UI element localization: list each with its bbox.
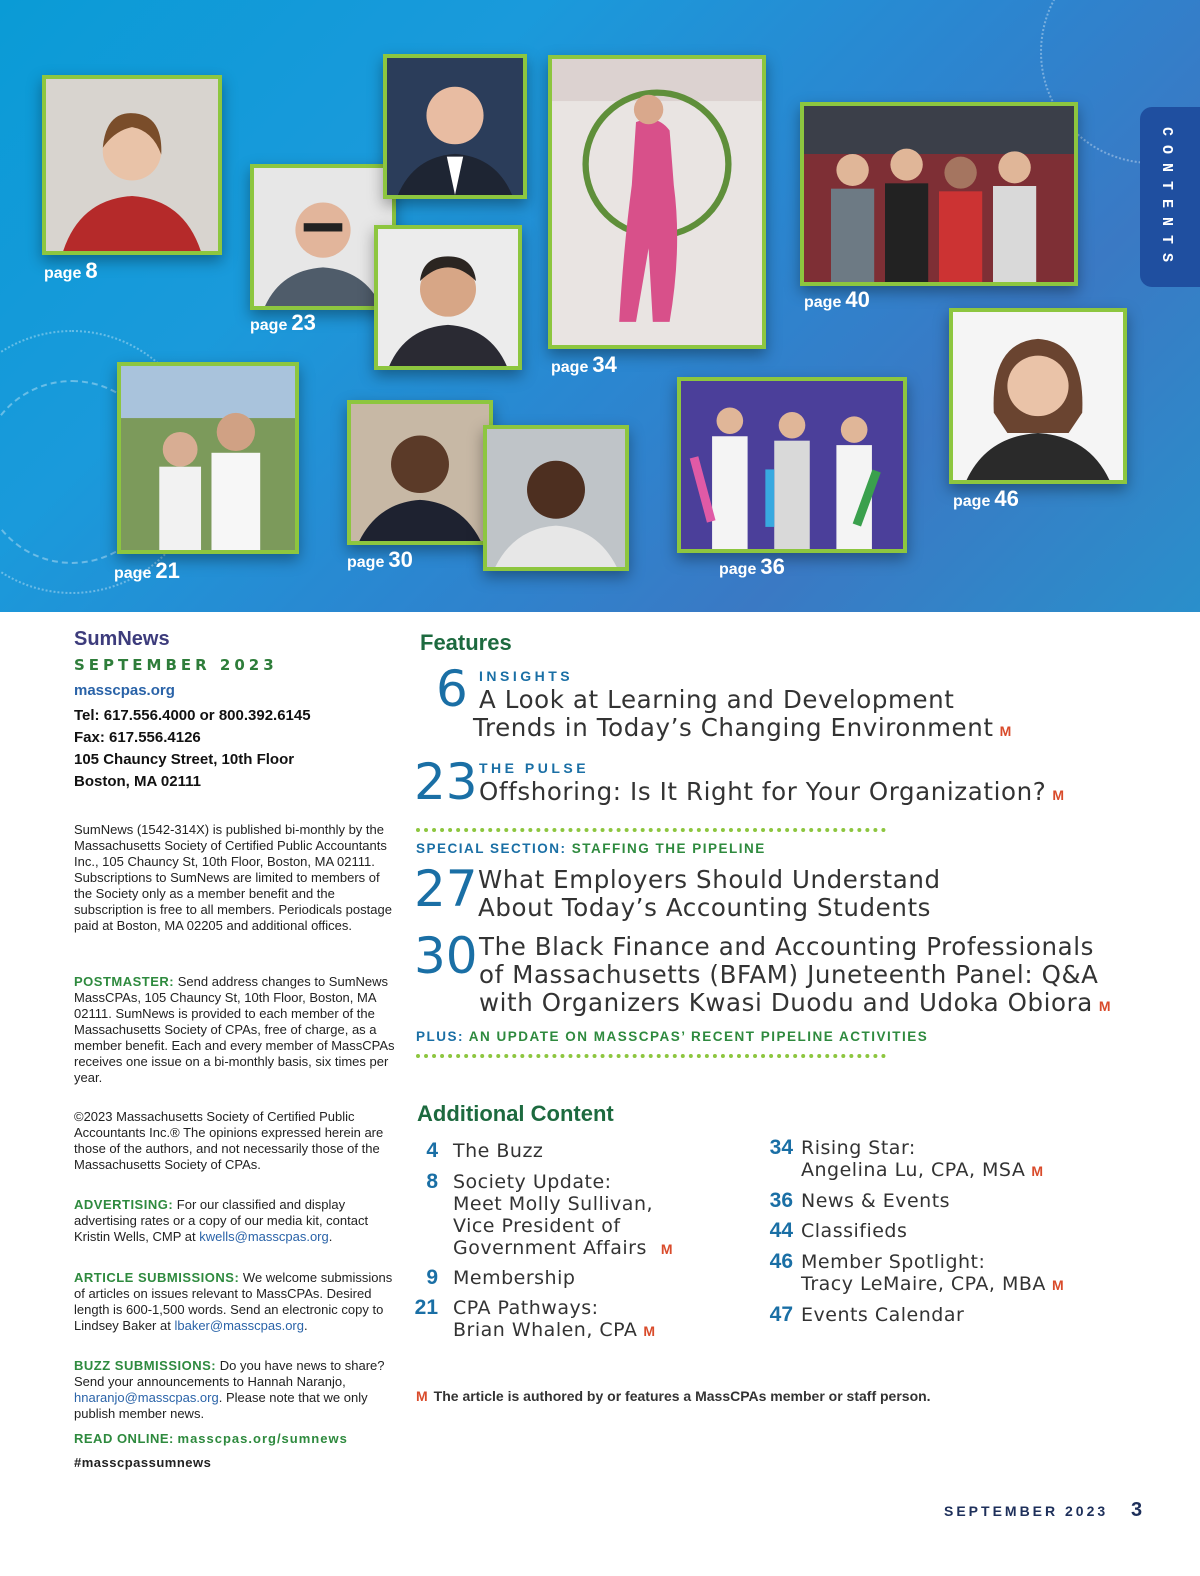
buzz-submissions-heading: BUZZ SUBMISSIONS:	[74, 1358, 217, 1373]
features-title: Features	[420, 630, 512, 655]
read-online-heading: READ ONLINE:	[74, 1431, 174, 1446]
address-line-1: 105 Chauncy Street, 10th Floor	[74, 751, 295, 768]
buzz-email-link[interactable]: hnaranjo@masscpas.org	[74, 1390, 219, 1405]
member-mark: M	[660, 1241, 674, 1257]
page-label-34: page 34	[551, 352, 617, 377]
feature-title-line-2[interactable]: Trends in Today’s Changing Environment M	[473, 713, 1012, 742]
postmaster-notice	[74, 974, 399, 1086]
publication-text: SumNews (1542-314X) is published bi-monthly by the Massachusetts Society of Certified Public Accountants Inc., 105 Chauncy St, 10th Floor, Boston, MA 02111. Subscriptions to SumNews are limited to members of the Society only as a member benefit and the subscription is free to all members. Periodicals postage paid at Boston, MA 02205 and additional offices.	[74, 822, 392, 933]
photo-page-30[interactable]	[347, 400, 493, 545]
content-page-number: 4	[426, 1139, 438, 1162]
portrait-image	[378, 229, 518, 366]
family-photo-image	[121, 366, 295, 550]
feature-tag: THE PULSE	[479, 760, 590, 776]
postmaster-heading: POSTMASTER:	[74, 974, 175, 989]
content-item[interactable]: The Buzz	[453, 1140, 544, 1162]
content-page-number: 44	[769, 1219, 793, 1242]
content-page-number: 9	[426, 1266, 438, 1289]
feature-title[interactable]: Offshoring: Is It Right for Your Organization? M	[479, 777, 1065, 806]
member-mark: M	[416, 1388, 428, 1404]
aerial-hoop-image	[552, 59, 762, 345]
dotted-divider	[416, 1054, 886, 1058]
photo-page-30-b[interactable]	[483, 425, 629, 571]
content-item[interactable]: Rising Star: Angelina Lu, CPA, MSA M	[801, 1137, 1044, 1181]
address-line-2: Boston, MA 02111	[74, 773, 201, 790]
content-page-number: 47	[769, 1303, 793, 1326]
footer-date: SEPTEMBER 2023	[944, 1503, 1109, 1519]
dotted-divider	[416, 828, 886, 832]
portrait-image	[487, 429, 625, 567]
article-submissions-text: We welcome submissions of articles on issues relevant to MassCPAs. Desired length is 600-1,500 words. Send an electronic copy to Lindsey Baker at	[74, 1270, 393, 1333]
additional-content-title: Additional Content	[417, 1101, 614, 1126]
member-mark: M	[999, 723, 1012, 739]
feature-title[interactable]: What Employers Should Understand About Today’s Accounting Students	[478, 865, 941, 922]
portrait-image	[351, 404, 489, 541]
read-online	[74, 1431, 399, 1447]
content-item[interactable]: CPA Pathways: Brian Whalen, CPA M	[453, 1297, 656, 1341]
page-label-40: page 40	[804, 287, 870, 312]
content-page-number: 8	[426, 1170, 438, 1193]
member-mark: M	[1031, 1163, 1044, 1179]
content-page-number: 46	[769, 1250, 793, 1273]
content-page-number: 36	[769, 1189, 793, 1212]
publication-date: SEPTEMBER 2023	[74, 656, 278, 674]
member-mark: M	[1051, 1277, 1065, 1293]
photo-page-8[interactable]	[42, 75, 222, 255]
advertising-notice: ADVERTISING: For our classified and display advertising rates or a copy of our media kit, contact Kristin Wells, CMP at kwells@masscpas.org.	[74, 1197, 369, 1244]
copyright-text: ©2023 Massachusetts Society of Certified Public Accountants Inc.® The opinions expressed herein are those of the authors, and not necessarily those of the Massachusetts Society of CPAs.	[74, 1109, 384, 1172]
photo-page-21[interactable]	[117, 362, 299, 554]
page-label-21: page 21	[114, 558, 180, 583]
buzz-submissions-notice	[74, 1358, 399, 1422]
content-item[interactable]: Events Calendar	[801, 1304, 965, 1326]
page-number: 3	[1131, 1499, 1143, 1521]
feature-title[interactable]: The Black Finance and Accounting Professionals of Massachusetts (BFAM) Juneteenth Panel: Q&A with Organizers Kwasi Duodu and Udoka Obiora M	[479, 932, 1112, 1017]
page-label-8: page 8	[44, 258, 98, 283]
photo-page-46[interactable]	[949, 308, 1127, 484]
advertising-heading: ADVERTISING:	[74, 1197, 174, 1212]
read-online-link[interactable]: masscpas.org/sumnews	[177, 1431, 348, 1446]
photo-page-23-c[interactable]	[374, 225, 522, 370]
copyright-notice	[74, 1109, 399, 1173]
portrait-image	[387, 58, 523, 195]
phone: Tel: 617.556.4000 or 800.392.6145	[74, 707, 311, 724]
advertising-text: For our classified and display advertising rates or a copy of our media kit, contact Kristin Wells, CMP at	[74, 1197, 369, 1244]
page-label-36: page 36	[719, 554, 785, 579]
content-page-number: 34	[769, 1136, 793, 1159]
group-photo-image	[804, 106, 1074, 282]
special-section-heading: SPECIAL SECTION: STAFFING THE PIPELINE	[416, 841, 766, 856]
article-submissions-heading: ARTICLE SUBMISSIONS:	[74, 1270, 240, 1285]
content-item[interactable]: Member Spotlight: Tracy LeMaire, CPA, MBA M	[801, 1251, 1065, 1295]
feature-page-number: 30	[414, 927, 478, 985]
article-submissions-notice: ARTICLE SUBMISSIONS: We welcome submissions of articles on issues relevant to MassCPAs. Desired length is 600-1,500 words. Send an electronic copy to Lindsey Baker at lbaker@masscpas.org.	[74, 1270, 393, 1333]
publication-name: SumNews	[74, 628, 170, 650]
member-mark: M	[1098, 998, 1112, 1014]
portrait-image	[46, 79, 218, 251]
content-item[interactable]: Classifieds	[801, 1220, 908, 1242]
page-label-30: page 30	[347, 547, 413, 572]
buzz-submissions-text: Do you have news to share? Send your announcements to Hannah Naranjo,	[74, 1358, 385, 1389]
fax: Fax: 617.556.4126	[74, 729, 201, 746]
member-legend	[416, 1388, 931, 1404]
publication-notice	[74, 822, 399, 934]
photo-page-34[interactable]	[548, 55, 766, 349]
portrait-image	[254, 168, 392, 306]
photo-page-23-b[interactable]	[383, 54, 527, 199]
feature-page-number: 6	[436, 660, 468, 718]
legend-text: The article is authored by or features a MassCPAs member or staff person.	[433, 1388, 931, 1404]
masthead	[74, 628, 399, 793]
portrait-image	[953, 312, 1123, 480]
content-item[interactable]: Society Update: Meet Molly Sullivan, Vice President of Government Affairs M	[453, 1171, 674, 1259]
postmaster-text: Send address changes to SumNews MassCPAs, 105 Chauncy St, 10th Floor, Boston, MA 02111. SumNews is provided to each member of the Massachusetts Society of CPAs, free of charge, as a member benefit. Each and every member of MassCPAs receives one issue on a bi-monthly basis, six times per year.	[74, 974, 395, 1085]
contents-tab[interactable]	[1140, 107, 1200, 287]
website-link[interactable]: masscpas.org	[74, 682, 175, 699]
hashtag	[74, 1455, 399, 1471]
photo-page-36[interactable]	[677, 377, 907, 553]
buzz-submissions-text-2: . Please note that we only publish member news.	[74, 1390, 368, 1421]
photo-page-40[interactable]	[800, 102, 1078, 286]
contact-info	[74, 705, 399, 793]
hashtag-text: #masscpassumnews	[74, 1455, 212, 1470]
page-label-23: page 23	[250, 310, 316, 335]
plus-heading: PLUS: AN UPDATE ON MASSCPAS’ RECENT PIPELINE ACTIVITIES	[416, 1029, 929, 1044]
content-page-number: 21	[414, 1296, 438, 1319]
content-item[interactable]: News & Events	[801, 1190, 951, 1212]
content-item[interactable]: Membership	[453, 1267, 576, 1289]
advertising-email-link[interactable]: kwells@masscpas.org	[199, 1229, 329, 1244]
feature-tag: INSIGHTS	[479, 668, 574, 684]
member-mark: M	[643, 1323, 656, 1339]
feature-page-number: 27	[414, 860, 478, 918]
hero-banner	[0, 0, 1200, 612]
group-photo-image	[681, 381, 903, 549]
contents-tab-label: CONTENTS	[1158, 127, 1175, 272]
article-submissions-email-link[interactable]: lbaker@masscpas.org	[174, 1318, 304, 1333]
member-mark: M	[1052, 787, 1065, 803]
page-label-46: page 46	[953, 486, 1019, 511]
feature-page-number: 23	[414, 753, 478, 811]
feature-title[interactable]: A Look at Learning and Development	[479, 685, 955, 714]
